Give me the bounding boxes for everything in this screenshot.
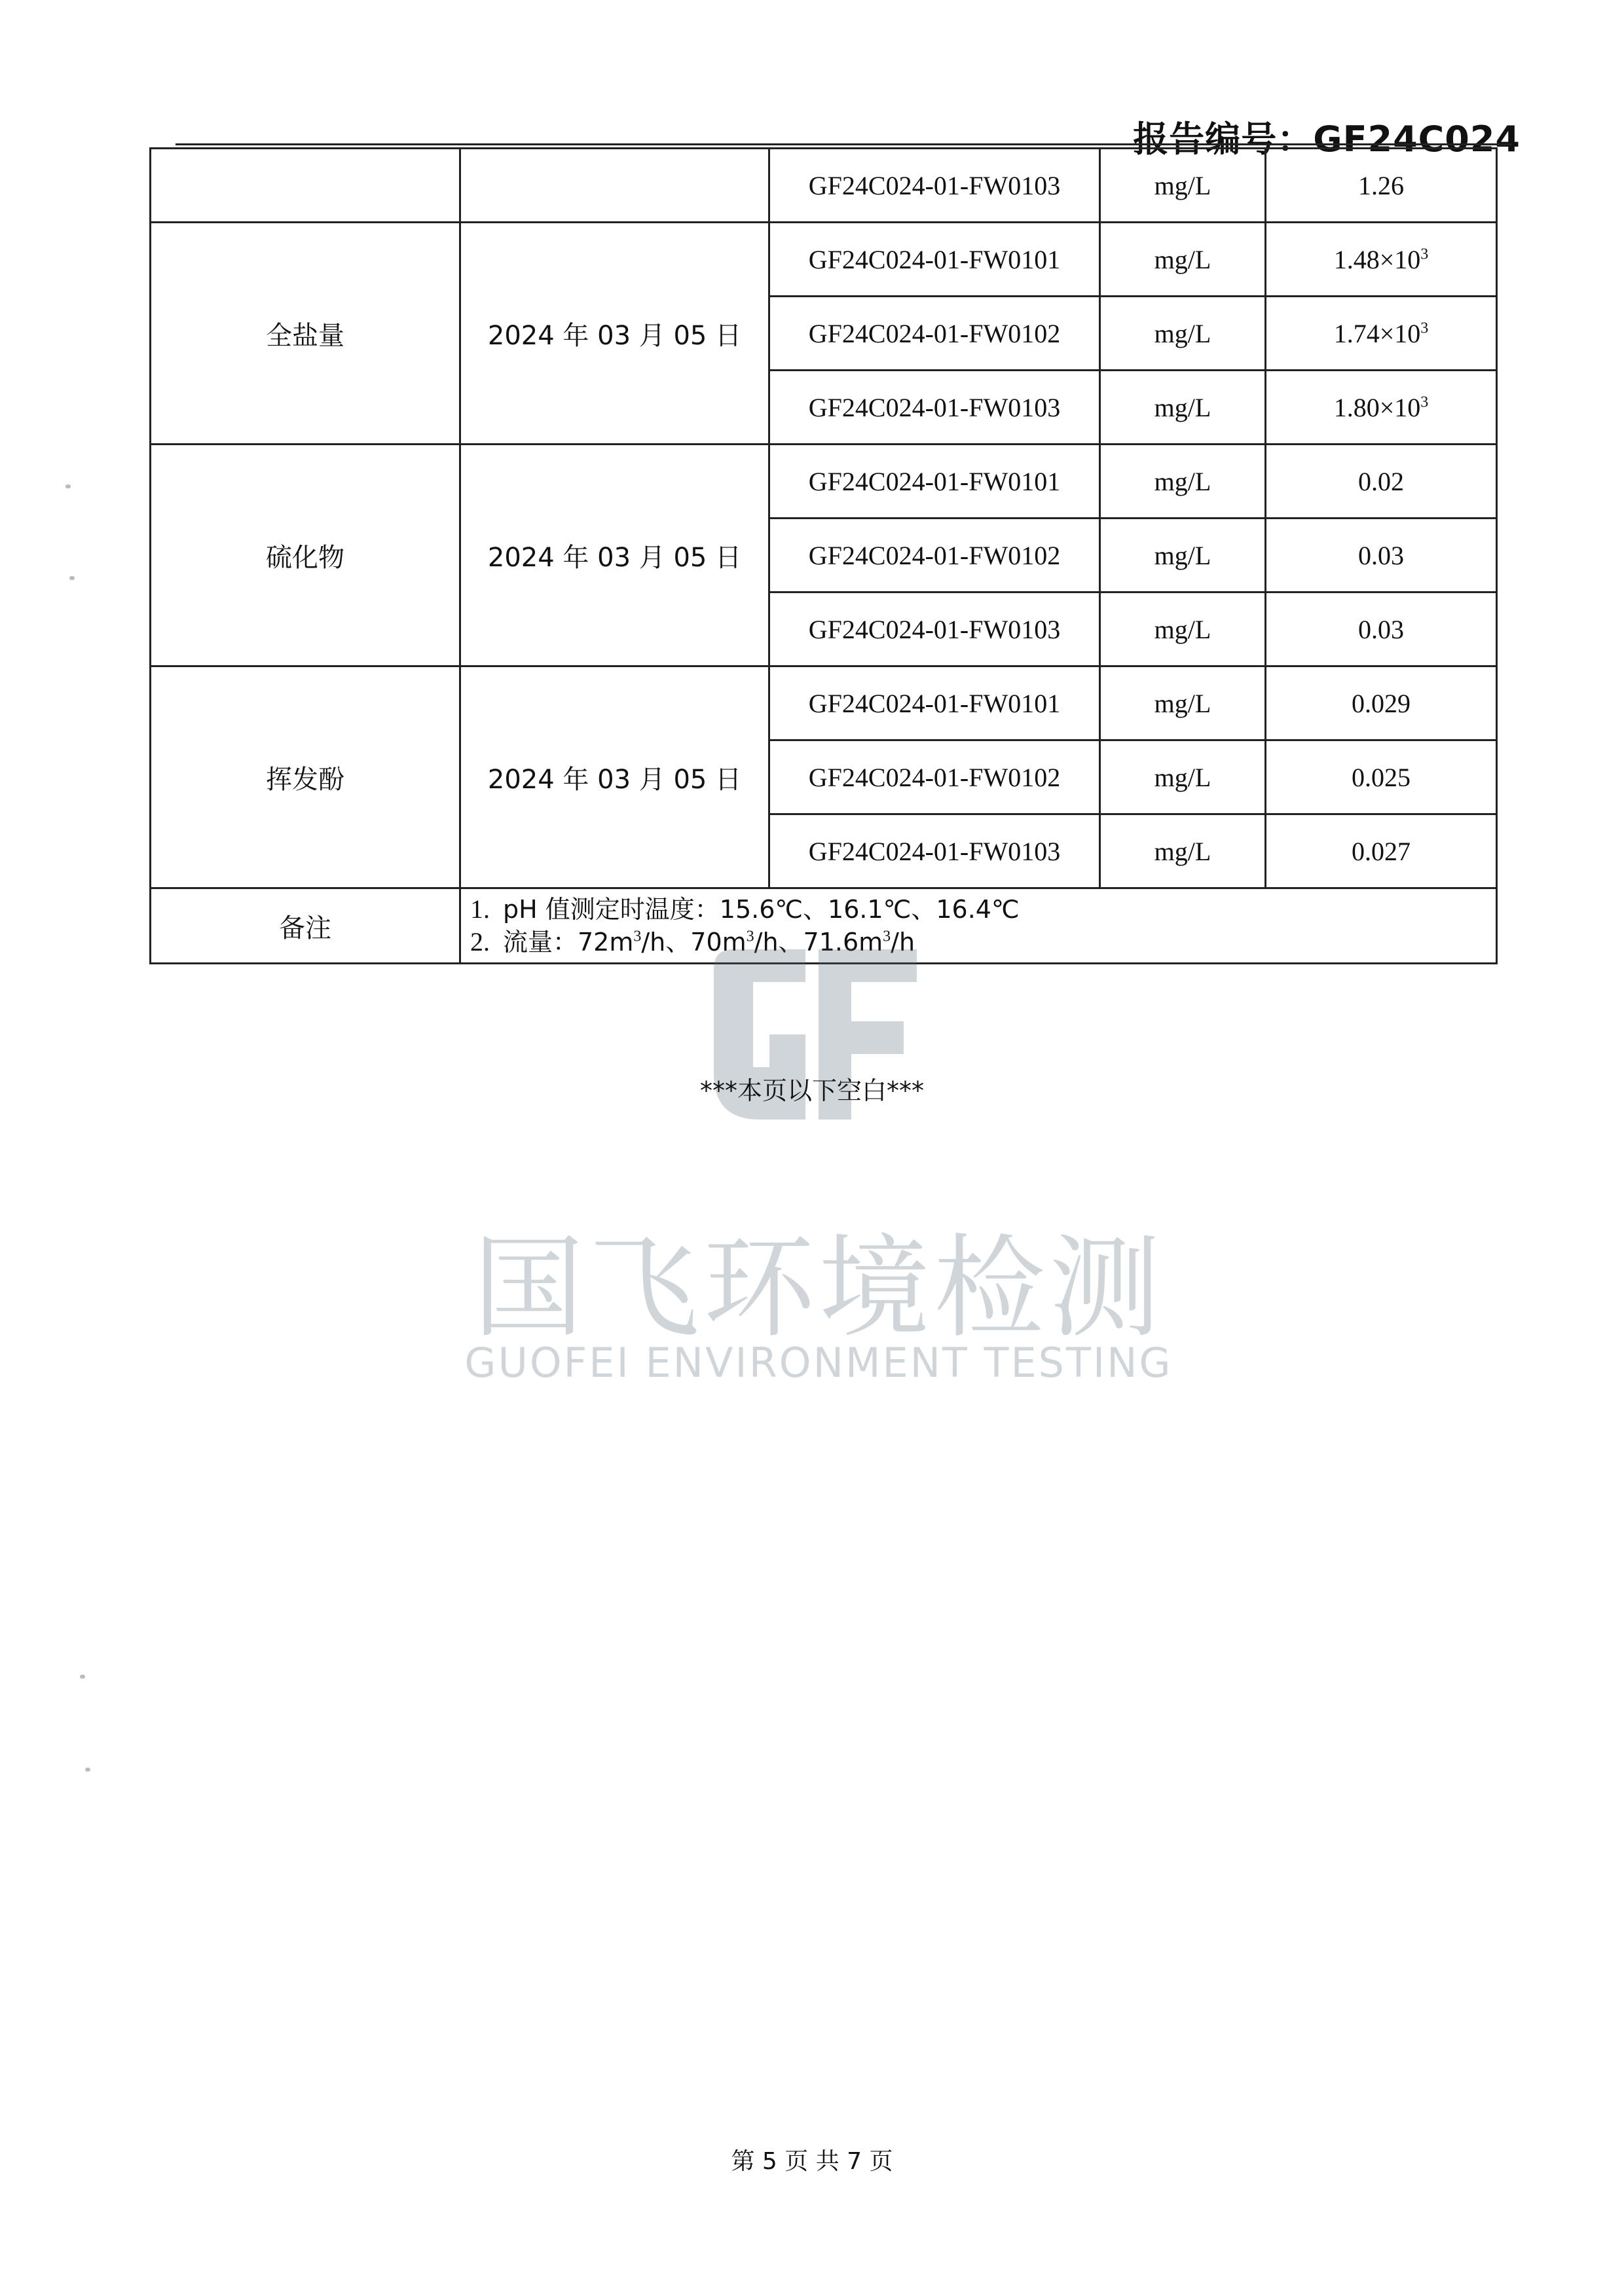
sample-id-cell: GF24C024-01-FW0101: [769, 666, 1100, 740]
header-rule: [175, 143, 1511, 145]
value-cell: 0.027: [1266, 814, 1497, 888]
table-row: [151, 445, 1497, 519]
unit-cell: mg/L: [1100, 371, 1266, 445]
scan-speck: [65, 484, 71, 488]
unit-cell: mg/L: [1100, 149, 1266, 223]
value-exponent: 3: [1420, 393, 1429, 411]
table-row: [151, 149, 1497, 223]
date-cell: [460, 149, 769, 223]
sample-id-cell: GF24C024-01-FW0102: [769, 297, 1100, 371]
note-number: 2.: [470, 927, 490, 957]
superscript: 3: [746, 928, 754, 945]
unit-cell: mg/L: [1100, 592, 1266, 666]
value-cell: 0.03: [1266, 592, 1497, 666]
note-number: 1.: [470, 894, 490, 924]
note-line-2: [470, 926, 1496, 958]
unit-cell: mg/L: [1100, 519, 1266, 592]
value-text: 1.80×10: [1333, 392, 1421, 422]
sample-id-cell: GF24C024-01-FW0103: [769, 371, 1100, 445]
table-row: [151, 666, 1497, 740]
note-text: pH 值测定时温度：15.6℃、16.1℃、16.4℃: [503, 895, 1020, 924]
value-exponent: 3: [1420, 319, 1429, 337]
value-exponent: 3: [1420, 246, 1429, 263]
unit-cell: mg/L: [1100, 814, 1266, 888]
value-cell: 0.03: [1266, 519, 1497, 592]
unit-cell: mg/L: [1100, 223, 1266, 297]
value-cell: [1266, 223, 1497, 297]
superscript: 3: [883, 928, 891, 945]
superscript: 3: [633, 928, 642, 945]
sample-id-cell: GF24C024-01-FW0103: [769, 814, 1100, 888]
note-text: /h: [891, 928, 915, 957]
value-cell: [1266, 297, 1497, 371]
scan-speck: [85, 1768, 90, 1772]
sample-id-cell: GF24C024-01-FW0102: [769, 740, 1100, 814]
report-number: 报告编号：GF24C024: [1133, 118, 1521, 160]
sample-id-cell: GF24C024-01-FW0101: [769, 223, 1100, 297]
blank-page-marker: ***本页以下空白***: [699, 1076, 924, 1105]
item-cell: 挥发酚: [151, 666, 460, 888]
notes-content: [460, 888, 1497, 964]
note-text: /h、70m: [641, 928, 747, 957]
unit-cell: mg/L: [1100, 666, 1266, 740]
note-line-1: [470, 893, 1496, 926]
value-text: 1.48×10: [1333, 244, 1421, 274]
sample-id-cell: GF24C024-01-FW0102: [769, 519, 1100, 592]
date-cell: 2024 年 03 月 05 日: [460, 223, 769, 445]
item-cell: 全盐量: [151, 223, 460, 445]
unit-cell: mg/L: [1100, 445, 1266, 519]
note-text: /h、71.6m: [754, 928, 883, 957]
value-cell: 0.02: [1266, 445, 1497, 519]
value-cell: 1.26: [1266, 149, 1497, 223]
notes-label: 备注: [151, 888, 460, 964]
value-text: 1.74×10: [1333, 318, 1421, 348]
scan-speck: [69, 576, 75, 580]
value-cell: 0.029: [1266, 666, 1497, 740]
watermark-company-en: GUOFEI ENVIRONMENT TESTING: [464, 1339, 1173, 1387]
note-text: 流量：72m: [503, 928, 634, 957]
table-row: [151, 223, 1497, 297]
unit-cell: mg/L: [1100, 297, 1266, 371]
date-cell: 2024 年 03 月 05 日: [460, 445, 769, 666]
item-cell: [151, 149, 460, 223]
unit-cell: mg/L: [1100, 740, 1266, 814]
value-cell: [1266, 371, 1497, 445]
value-cell: 0.025: [1266, 740, 1497, 814]
date-cell: 2024 年 03 月 05 日: [460, 666, 769, 888]
page-number: 第 5 页 共 7 页: [731, 2148, 893, 2175]
sample-id-cell: GF24C024-01-FW0103: [769, 149, 1100, 223]
watermark: [458, 943, 1179, 1388]
notes-row: [151, 888, 1497, 964]
sample-id-cell: GF24C024-01-FW0103: [769, 592, 1100, 666]
watermark-company: 国飞环境检测: [472, 1224, 1164, 1353]
results-table: [149, 147, 1498, 964]
sample-id-cell: GF24C024-01-FW0101: [769, 445, 1100, 519]
item-cell: 硫化物: [151, 445, 460, 666]
scan-speck: [80, 1675, 85, 1679]
